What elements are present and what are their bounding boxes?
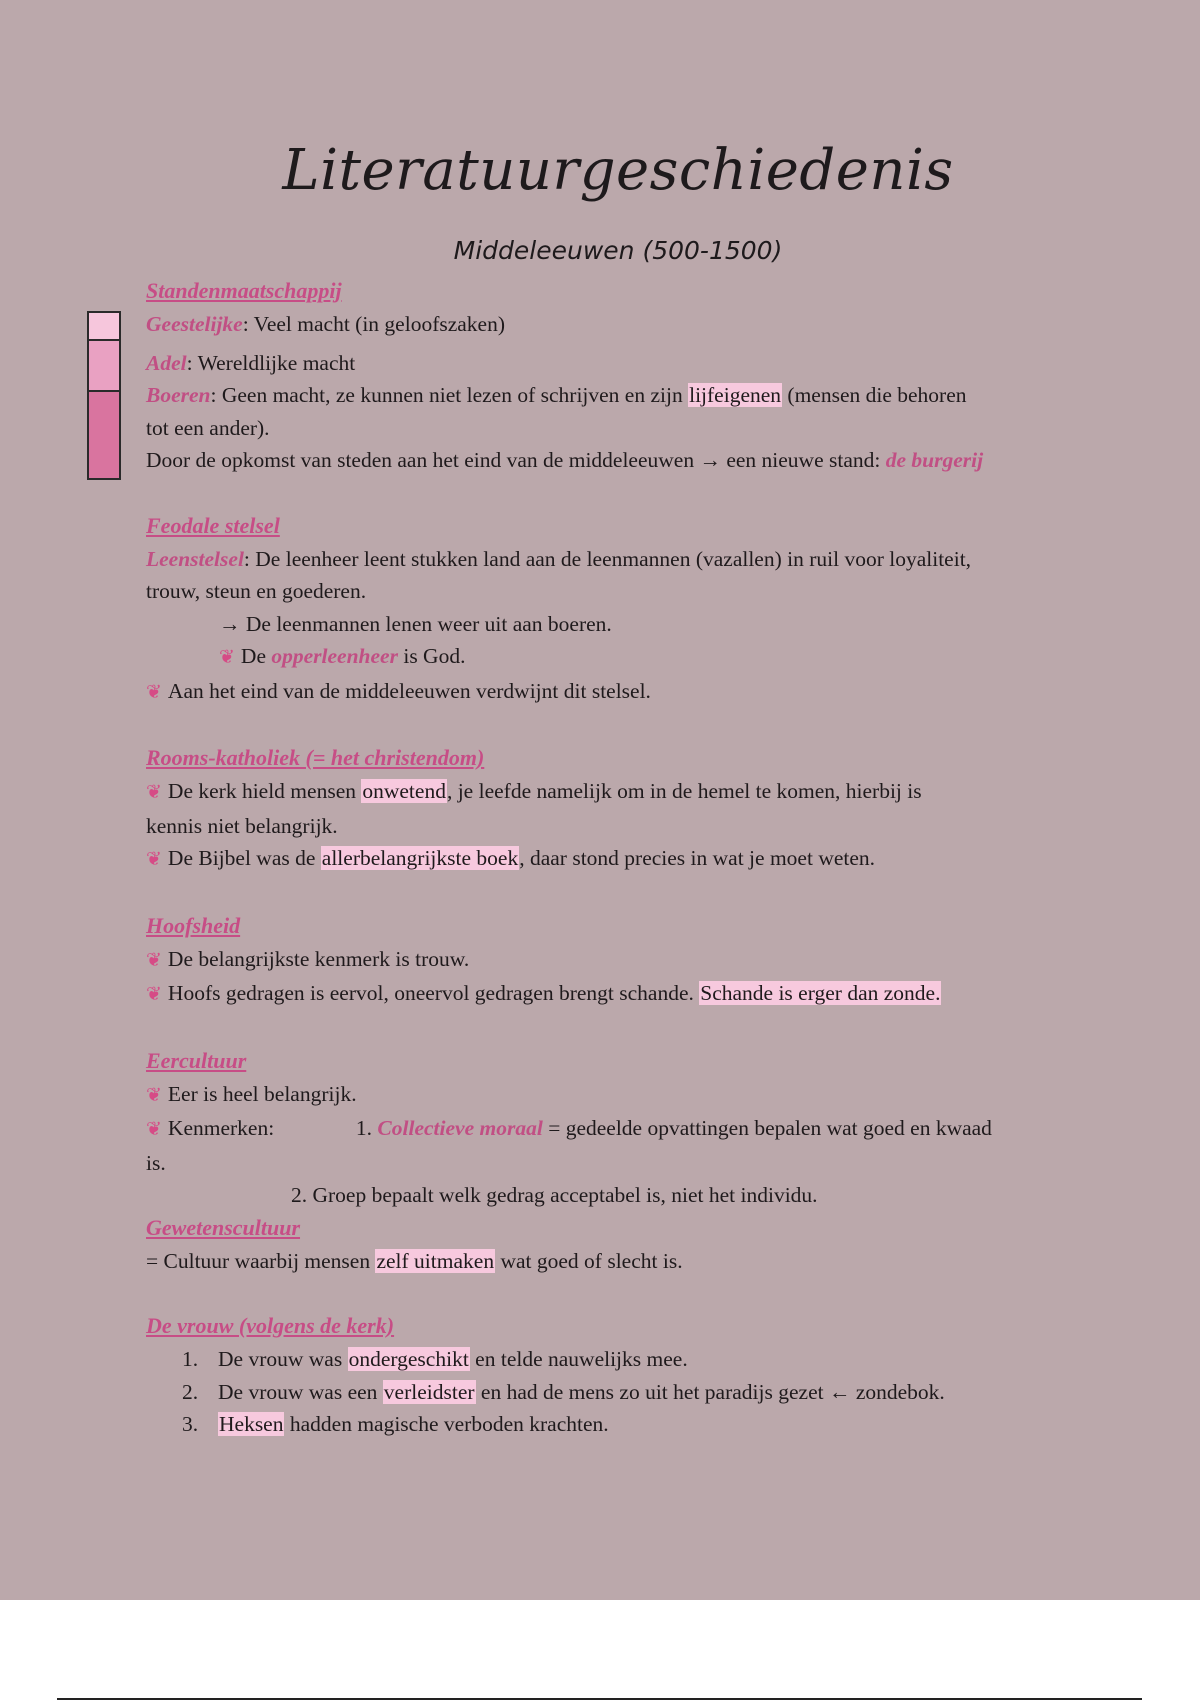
- list-item: [146, 1343, 1096, 1376]
- line-leenstelsel-cont: trouw, steun en goederen.: [146, 579, 367, 603]
- text-adel: : Wereldlijke macht: [186, 350, 356, 375]
- highlight-boek: allerbelangrijkste boek: [321, 846, 519, 870]
- line-bijbel: [146, 842, 1096, 877]
- text-geestelijke: : Veel macht (in geloofszaken): [242, 312, 506, 336]
- section-hoofsheid: [146, 910, 1096, 1012]
- text-schande: Hoofs gedragen is eervol, oneervol gedragen brengt schande.: [167, 981, 700, 1005]
- term-leenstelsel: Leenstelsel: [146, 546, 244, 571]
- text-bijbel-pre: De Bijbel was de: [167, 846, 321, 870]
- line-kerk: [146, 775, 1096, 810]
- list-text: hadden magische verboden krachten.: [284, 1412, 609, 1436]
- document-content: [146, 275, 1096, 1441]
- heart-icon: ❦: [146, 984, 162, 1005]
- text-eer: Eer is heel belangrijk.: [167, 1081, 357, 1106]
- text-trouw: De belangrijkste kenmerk is trouw.: [167, 946, 470, 971]
- line-kenmerken: [146, 1112, 1096, 1147]
- term-collectieve-moraal: Collectieve moraal: [377, 1116, 543, 1140]
- term-opperleenheer: opperleenheer: [271, 644, 398, 668]
- text-opper-post: is God.: [397, 644, 466, 668]
- highlight-schande: Schande is erger dan zonde.: [700, 981, 941, 1005]
- text-kerk-pre: De kerk hield mensen: [167, 779, 362, 803]
- line-eer: [146, 1078, 1096, 1113]
- page-title: Literatuurgeschiedenis: [282, 138, 954, 203]
- text-k1-num: 1.: [355, 1116, 378, 1140]
- text-boeren-2: (mensen die behoren: [782, 383, 967, 407]
- term-adel: Adel: [146, 350, 187, 375]
- text-eind: Aan het eind van de middeleeuwen verdwijnt dit stelsel.: [167, 678, 651, 703]
- highlight-onwetend: onwetend: [362, 779, 446, 803]
- list-number: 3.: [182, 1412, 199, 1436]
- line-geweten: [146, 1245, 1096, 1278]
- term-boeren: Boeren: [146, 383, 211, 407]
- line-opperleenheer: [146, 640, 1096, 675]
- highlight-verleidster: verleidster: [383, 1379, 475, 1404]
- list-number: 1.: [182, 1347, 199, 1371]
- section-title-eer: Eercultuur: [146, 1047, 247, 1073]
- text-leenstelsel: : De leenheer leent stukken land aan de leenmannen (vazallen) in ruil voor loyaliteit,: [243, 546, 972, 571]
- text-bijbel-post: , daar stond precies in wat je moet weten.: [519, 846, 876, 870]
- line-leenstelsel: [146, 543, 1096, 576]
- highlight-heksen: Heksen: [219, 1412, 284, 1436]
- section-eer: [146, 1045, 1096, 1212]
- heart-icon: ❦: [146, 949, 162, 971]
- line-leenmannen: → De leenmannen lenen weer uit aan boeren.: [219, 611, 612, 636]
- text-geweten-post: wat goed of slecht is.: [495, 1248, 683, 1273]
- section-standen: [146, 275, 1096, 477]
- text-kerk-post: , je leefde namelijk om in de hemel te komen, hierbij is: [446, 779, 922, 803]
- term-burgerij: de burgerij: [885, 448, 984, 472]
- line-boeren: [146, 379, 1096, 412]
- stand-bar-geestelijke: [87, 311, 121, 341]
- text-boeren: : Geen macht, ze kunnen niet lezen of schrijven en zijn: [210, 383, 689, 407]
- list-text: en telde nauwelijks mee.: [469, 1347, 688, 1371]
- line-trouw: [146, 943, 1096, 978]
- line-eind-stelsel: [146, 675, 1096, 710]
- heart-icon: ❦: [146, 1119, 162, 1140]
- list-number: 2.: [182, 1379, 199, 1404]
- heart-icon: ❦: [146, 782, 162, 803]
- list-text: De vrouw was: [218, 1347, 348, 1371]
- heart-icon: ❦: [146, 849, 162, 870]
- page-subtitle: Middeleeuwen (500-1500): [453, 236, 783, 265]
- term-geestelijke: Geestelijke: [146, 312, 243, 336]
- text-k1: = gedeelde opvattingen bepalen wat goed en kwaad: [542, 1116, 992, 1140]
- line-adel: [146, 347, 1096, 380]
- text-geweten-pre: = Cultuur waarbij mensen: [146, 1248, 376, 1273]
- heart-icon: ❦: [146, 1084, 162, 1106]
- section-title-rk: Rooms-katholiek (= het christendom): [146, 745, 485, 770]
- highlight-ondergeschikt: ondergeschikt: [348, 1347, 469, 1371]
- line-boeren-cont: tot een ander).: [146, 415, 270, 440]
- section-title-geweten: Gewetenscultuur: [146, 1214, 301, 1240]
- stand-bar-boeren: [87, 390, 121, 480]
- list-item: [146, 1376, 1096, 1409]
- heart-icon: ❦: [146, 681, 162, 703]
- section-geweten: [146, 1212, 1096, 1278]
- section-title-hoofsheid: Hoofsheid: [146, 912, 241, 938]
- line-k1-cont: is.: [146, 1150, 166, 1175]
- section-title-feodaal: Feodale stelsel: [146, 512, 280, 538]
- list-text: De vrouw was een: [218, 1379, 383, 1404]
- text-opper-pre: De: [240, 644, 272, 668]
- line-geestelijke: [146, 308, 1096, 341]
- list-text: en had de mens zo uit het paradijs gezet ← zondebok.: [475, 1379, 945, 1404]
- heart-icon: ❦: [219, 647, 235, 668]
- highlight-zelf-uitmaken: zelf uitmaken: [376, 1248, 495, 1273]
- list-item: [146, 1408, 1096, 1441]
- section-rk: [146, 742, 1096, 877]
- stand-bar-adel: [87, 339, 121, 392]
- section-title-vrouw: De vrouw (volgens de kerk): [146, 1313, 395, 1338]
- section-title-standen: Standenmaatschappij: [146, 278, 342, 303]
- line-schande: [146, 977, 1096, 1012]
- text-kenmerken: Kenmerken:: [167, 1116, 275, 1140]
- text-burgerij: Door de opkomst van steden aan het eind van de middeleeuwen → een nieuwe stand:: [146, 448, 886, 472]
- section-feodaal: [146, 510, 1096, 710]
- line-kerk-cont: kennis niet belangrijk.: [146, 813, 338, 838]
- line-burgerij: [146, 444, 1096, 477]
- highlight-lijfeigenen: lijfeigenen: [689, 383, 782, 407]
- line-k2: 2. Groep bepaalt welk gedrag acceptabel is, niet het individu.: [291, 1183, 818, 1207]
- section-vrouw: [146, 1310, 1096, 1441]
